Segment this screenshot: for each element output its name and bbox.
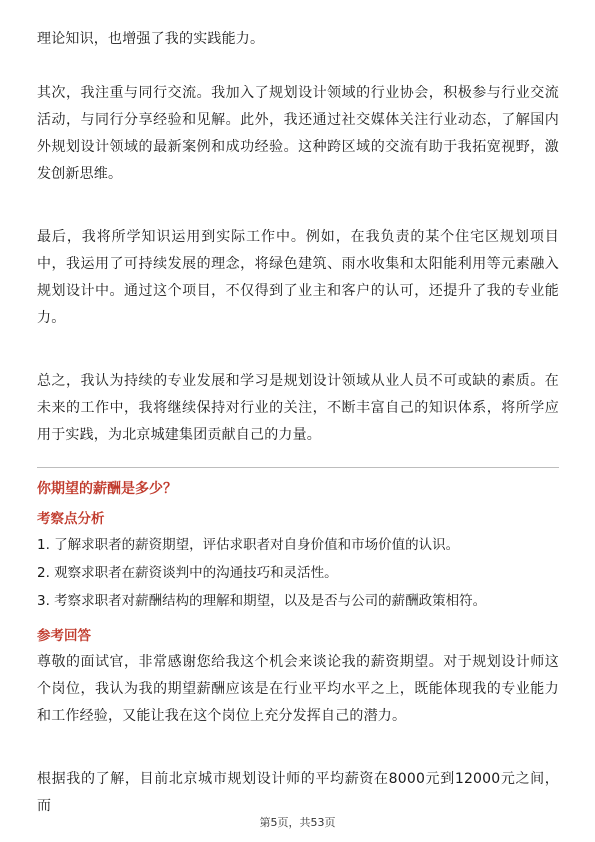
analysis-item: 3. 考察求职者对薪酬结构的理解和期望，以及是否与公司的薪酬政策相符。 xyxy=(37,593,487,609)
page-footer: 第5页，共53页 xyxy=(259,816,336,829)
paragraph-summary: 总之，我认为持续的专业发展和学习是规划设计领域从业人员不可或缺的素质。在未来的工作中，我将继续保持对行业的关注，不断丰富自己的知识体系，将所学应用于实践，为北京城建集团贡献自己的力量。 xyxy=(37,373,559,443)
analysis-item: 2. 观察求职者在薪资谈判中的沟通技巧和灵活性。 xyxy=(37,565,338,581)
analysis-label: 考察点分析 xyxy=(37,511,105,527)
paragraph-peer-exchange: 其次，我注重与同行交流。我加入了规划设计领域的行业协会，积极参与行业交流活动，与同行分享经验和见解。此外，我还通过社交媒体关注行业动态，了解国内外规划设计领域的最新案例和成功经验。这种跨区域的交流有助于我拓宽视野，激发创新思维。 xyxy=(37,85,559,182)
answer-paragraph: 尊敬的面试官，非常感谢您给我这个机会来谈论我的薪资期望。对于规划设计师这个岗位，我认为我的期望薪酬应该是在行业平均水平之上，既能体现我的专业能力和工作经验，又能让我在这个岗位上充分发挥自己的潜力。 xyxy=(37,654,559,724)
answer-paragraph-continued: 根据我的了解，目前北京城市规划设计师的平均薪资在8000元到12000元之间，而 xyxy=(37,771,559,814)
paragraph-intro-tail: 理论知识，也增强了我的实践能力。 xyxy=(37,31,265,47)
paragraph-practice: 最后，我将所学知识运用到实际工作中。例如，在我负责的某个住宅区规划项目中，我运用了可持续发展的理念，将绿色建筑、雨水收集和太阳能利用等元素融入规划设计中。通过这个项目，不仅得到了业主和客户的认可，还提升了我的专业能力。 xyxy=(37,229,559,326)
question-heading: 你期望的薪酬是多少？ xyxy=(37,481,177,497)
analysis-item: 1. 了解求职者的薪资期望，评估求职者对自身价值和市场价值的认识。 xyxy=(37,537,460,553)
section-divider xyxy=(37,467,559,468)
answer-label: 参考回答 xyxy=(37,628,91,644)
